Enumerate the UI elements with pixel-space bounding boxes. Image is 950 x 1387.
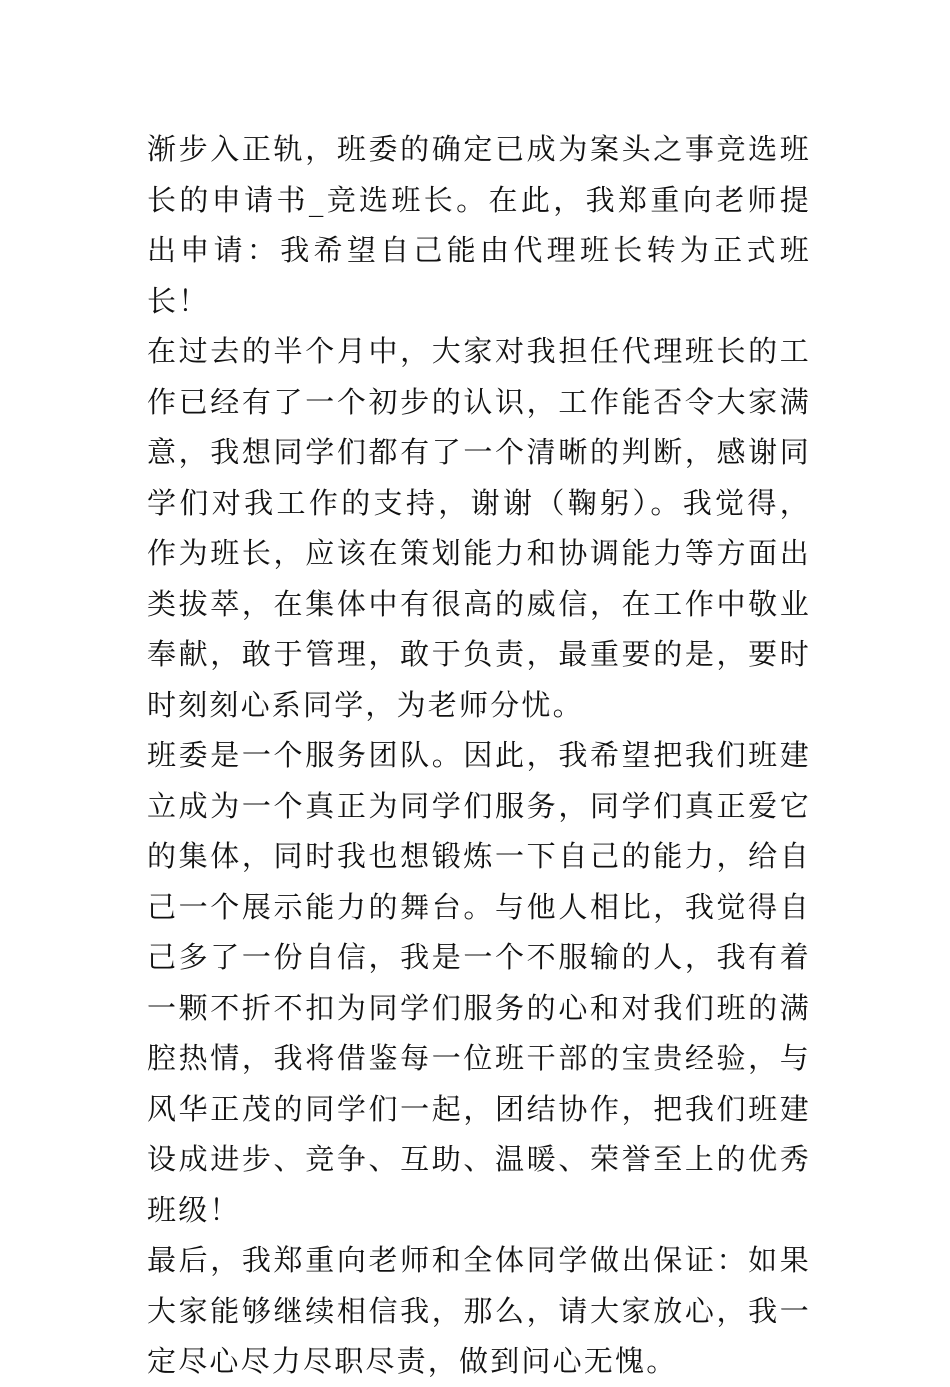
paragraph-4: 最后，我郑重向老师和全体同学做出保证：如果大家能够继续相信我，那么，请大家放心，我一定尽心尽力尽职尽责，做到问心无愧。 [147,1243,811,1378]
document-body [147,124,811,1387]
paragraph-2: 在过去的半个月中，大家对我担任代理班长的工作已经有了一个初步的认识，工作能否令大家满意，我想同学们都有了一个清晰的判断，感谢同学们对我工作的支持，谢谢（鞠躬）。我觉得，作为班长，应该在策划能力和协调能力等方面出类拔萃，在集体中有很高的威信，在工作中敬业奉献，敢于管理，敢于负责，最重要的是，要时时刻刻心系同学，为老师分忧。 [147,334,811,722]
paragraph-1: 渐步入正轨，班委的确定已成为案头之事竞选班长的申请书_竞选班长。在此，我郑重向老师提出申请：我希望自己能由代理班长转为正式班长！ [147,132,811,318]
paragraph-3: 班委是一个服务团队。因此，我希望把我们班建立成为一个真正为同学们服务，同学们真正爱它的集体，同时我也想锻炼一下自己的能力，给自己一个展示能力的舞台。与他人相比，我觉得自己多了一份自信，我是一个不服输的人，我有着一颗不折不扣为同学们服务的心和对我们班的满腔热情，我将借鉴每一位班干部的宝贵经验，与风华正茂的同学们一起，团结协作，把我们班建设成进步、竞争、互助、温暖、荣誉至上的优秀班级！ [147,738,811,1227]
